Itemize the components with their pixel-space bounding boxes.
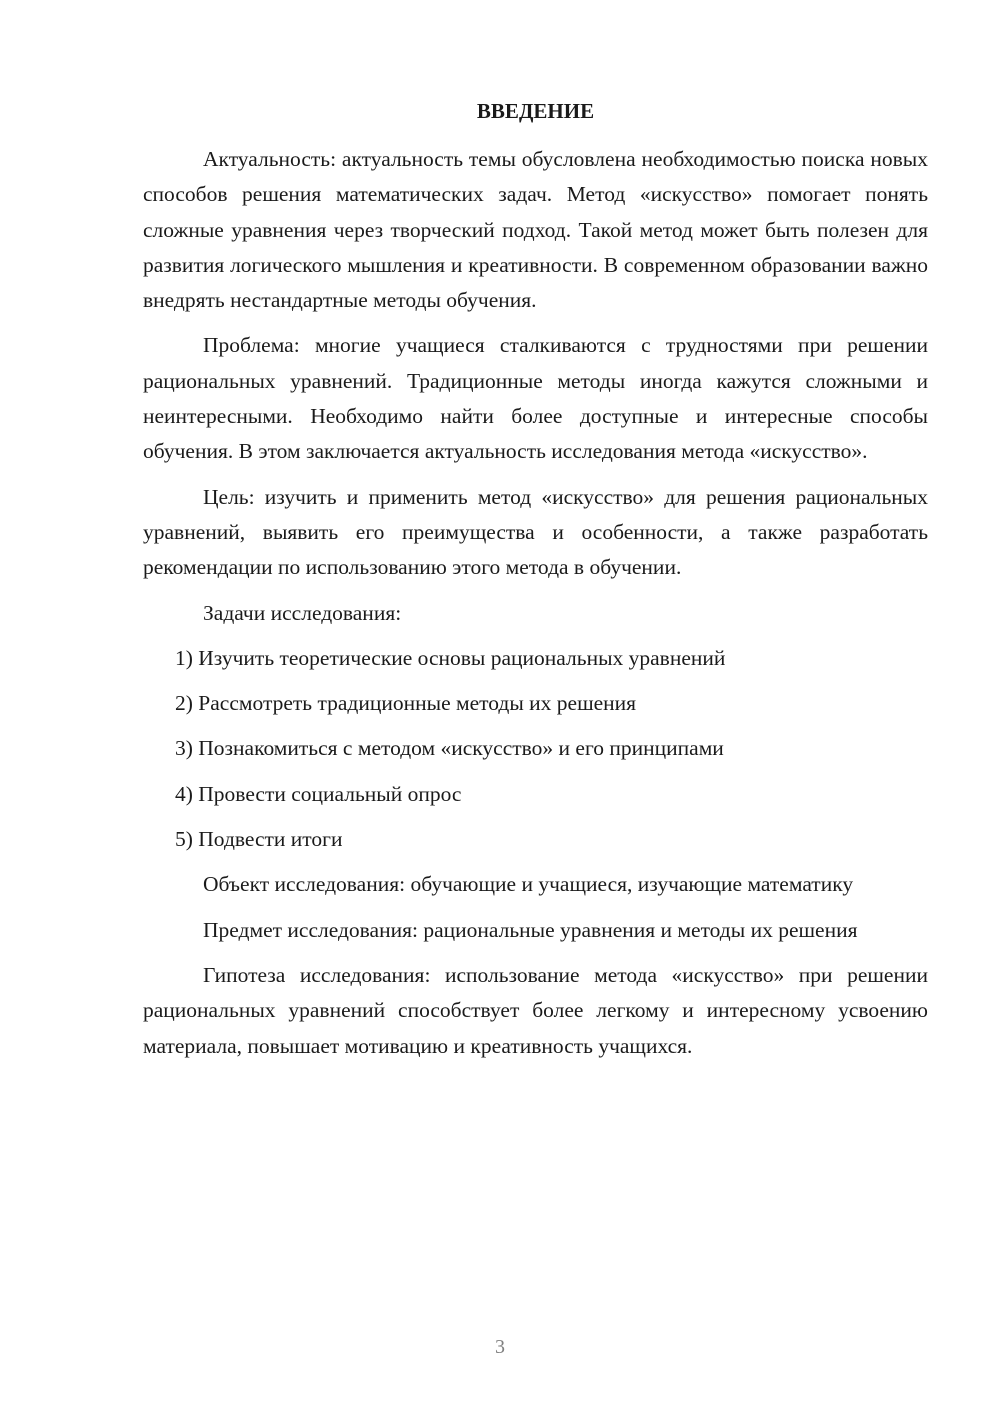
list-item: 5) Подвести итоги [175,827,343,852]
list-item: 2) Рассмотреть традиционные методы их решения [175,691,637,716]
paragraph-tasks-heading: Задачи исследования: [203,600,402,625]
tasks-list [143,641,928,857]
list-item: 1) Изучить теоретические основы рациональных уравнений [175,645,726,670]
list-item: 4) Провести социальный опрос [175,781,462,806]
document-body [143,142,928,1074]
list-item: 3) Познакомиться с методом «искусство» и его принципами [175,736,724,761]
paragraph-goal: Цель: изучить и применить метод «искусство» для решения рациональных уравнений, выявить его преимущества и особенности, а также разработать рекомендации по использованию этого метода в обучении. [143,484,928,580]
paragraph-relevance: Актуальность: актуальность темы обусловлена необходимостью поиска новых способов решения математических задач. Метод «искусство» помогает понять сложные уравнения через творческий подход. Такой метод может быть полезен для развития логического мышления и креативности. В современном образовании важно внедрять нестандартные методы обучения. [143,147,928,313]
paragraph-problem: Проблема: многие учащиеся сталкиваются с трудностями при решении рациональных уравнений. Традиционные методы иногда кажутся сложными и неинтересными. Необходимо найти более доступные и интересные способы обучения. В этом заключается актуальность исследования метода «искусство». [143,333,928,464]
paragraph-hypothesis: Гипотеза исследования: использование метода «искусство» при решении рациональных уравнений способствует более легкому и интересному усвоению материала, повышает мотивацию и креативность учащихся. [143,962,928,1058]
paragraph-subject: Предмет исследования: рациональные уравнения и методы их решения [203,917,858,942]
page-title: ВВЕДЕНИЕ [476,99,595,123]
page-number: 3 [495,1336,505,1358]
paragraph-object: Объект исследования: обучающие и учащиеся, изучающие математику [203,872,854,897]
